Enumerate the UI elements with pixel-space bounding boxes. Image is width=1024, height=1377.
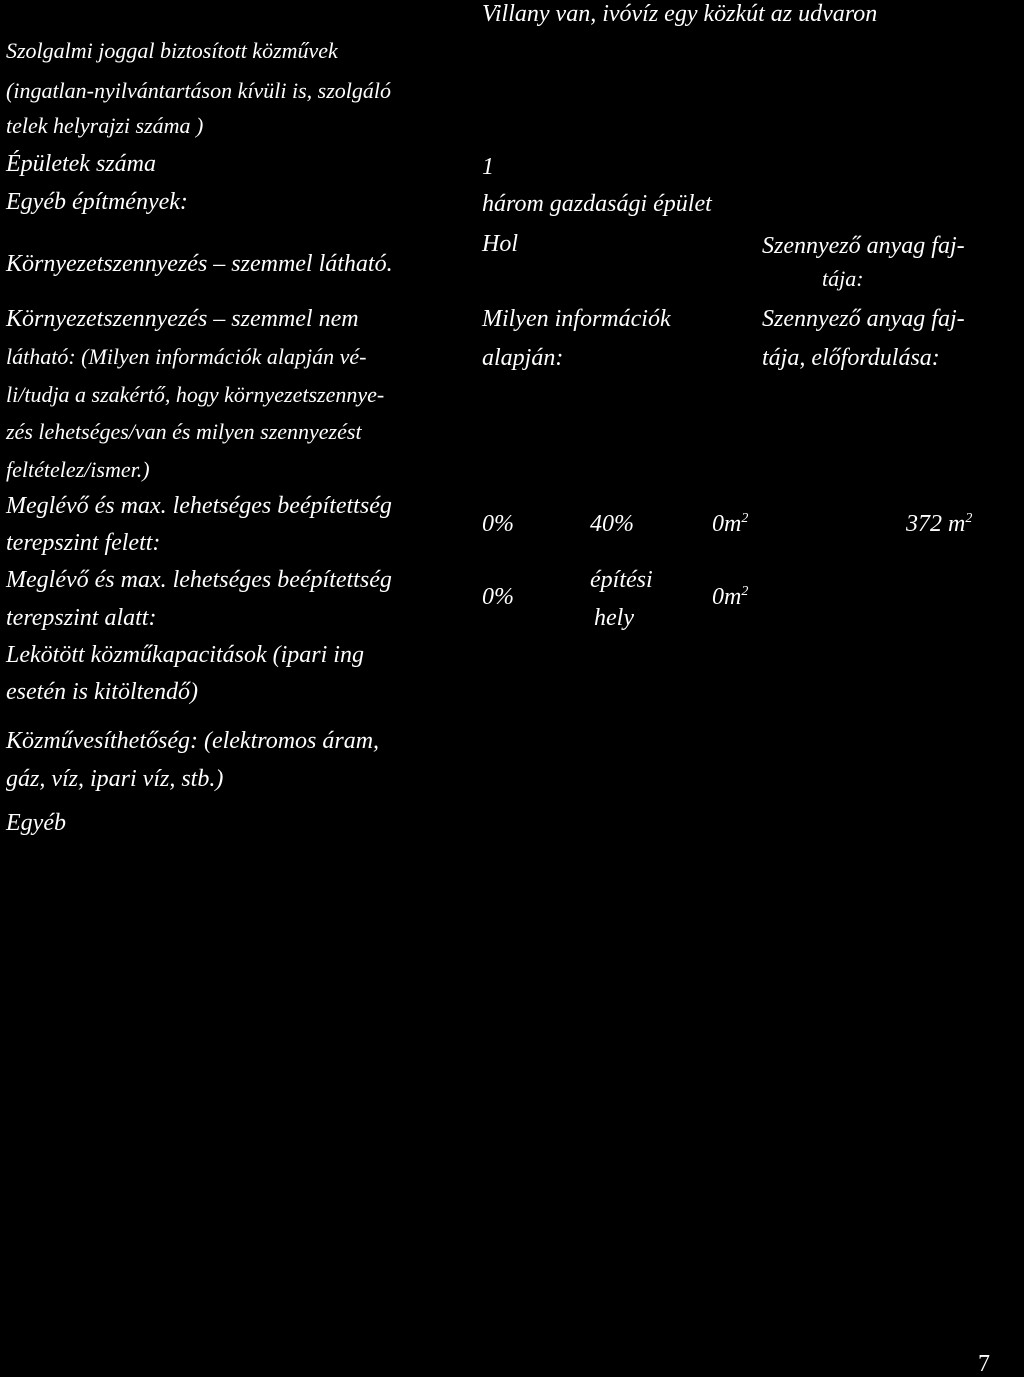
pollution-invisible-type-line2: tája, előfordulása: [762,345,940,371]
buildings-value: 1 [482,154,494,180]
coverage-below-existing-area-sup: 2 [741,584,749,599]
page-number: 7 [978,1351,990,1377]
buildings-label: Épületek száma [6,151,156,177]
easement-label-line3: telek helyrajzi száma ) [6,113,204,138]
utilities-header: Villany van, ivóvíz egy közkút az udvaron [482,1,878,27]
coverage-below-max-line1: építési [590,567,653,593]
coverage-below-max-line2: hely [594,605,634,631]
reserved-capacity-line2: esetén is kitöltendő) [6,679,198,705]
easement-label-line2: (ingatlan-nyilvántartáson kívüli is, szolgáló [6,78,391,103]
pollution-visible-label: Környezetszennyezés – szemmel látható. [6,251,393,277]
coverage-above-max-area: 372 $m^2$ [906,511,973,537]
pollution-invisible-line4: zés lehetséges/van és milyen szennyezést [6,419,362,444]
coverage-below-line1: Meglévő és max. lehetséges beépítettség [6,567,392,593]
coverage-above-line1: Meglévő és max. lehetséges beépítettség [6,493,392,519]
other-structures-value: három gazdasági épület [482,191,712,217]
pollution-invisible-line3: li/tudja a szakértő, hogy környezetszennye- [6,382,385,407]
pollution-visible-where: Hol [482,231,518,257]
reserved-capacity-line1: Lekötött közműkapacitások (ipari ing [6,642,364,668]
other-label: Egyéb [6,810,66,836]
pollution-visible-type-line1: Szennyező anyag faj- [762,233,965,259]
coverage-above-existing-area: $0m^2$ [712,511,749,537]
utility-connectability-line2: gáz, víz, ipari víz, stb.) [6,766,224,792]
pollution-visible-type-line2: tája: [822,266,864,291]
coverage-above-line2: terepszint felett: [6,530,161,556]
easement-label-line1: Szolgalmi joggal biztosított közművek [6,38,338,63]
pollution-invisible-line2: látható: (Milyen információk alapján vé- [6,344,367,369]
utility-connectability-line1: Közművesíthetőség: (elektromos áram, [6,728,380,754]
pollution-invisible-line1: Környezetszennyezés – szemmel nem [6,306,359,332]
coverage-above-max-area-sup: 2 [965,511,973,526]
coverage-above-max-pct: 40% [590,511,634,537]
coverage-below-existing-pct: 0% [482,584,514,610]
pollution-invisible-type-line1: Szennyező anyag faj- [762,306,965,332]
pollution-invisible-line5: feltételez/ismer.) [6,457,150,482]
coverage-below-line2: terepszint alatt: [6,605,157,631]
pollution-invisible-info-line2: alapján: [482,345,564,371]
coverage-below-existing-area: $0m^2$ [712,584,749,610]
other-structures-label: Egyéb építmények: [6,189,188,215]
pollution-invisible-info-line1: Milyen információk [482,306,671,332]
coverage-above-existing-pct: 0% [482,511,514,537]
coverage-above-existing-area-sup: 2 [741,511,749,526]
